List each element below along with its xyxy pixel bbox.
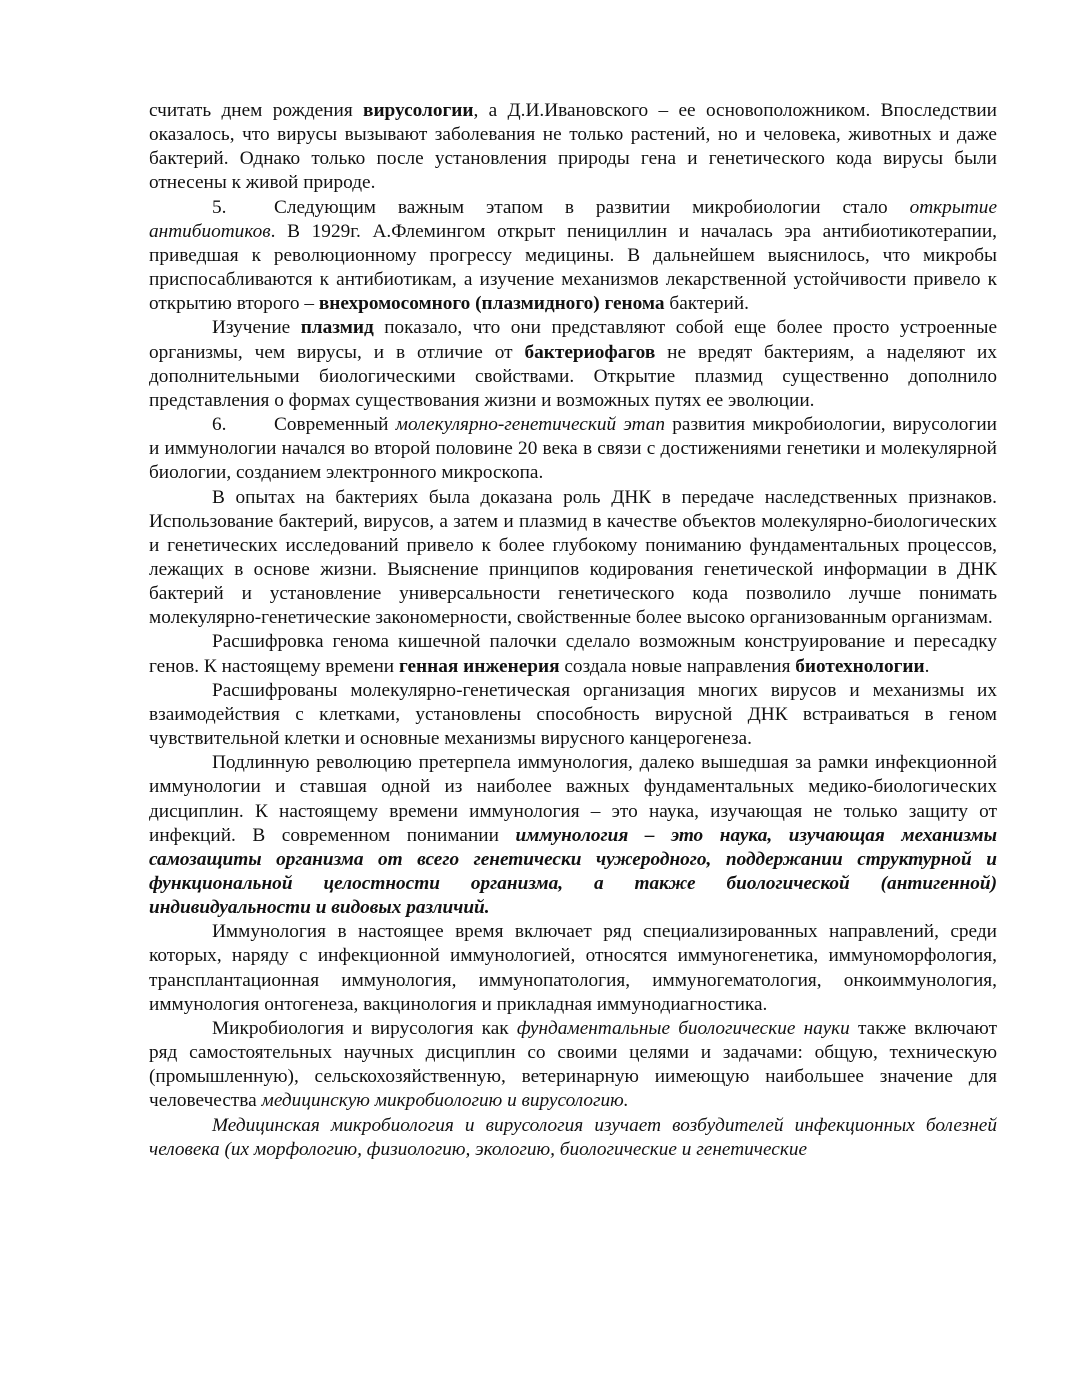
list-number: 6. (212, 414, 227, 436)
paragraph-4 (149, 413, 997, 485)
bold-term: вирусологии (363, 100, 474, 121)
text-run: показало, что они представляют собой еще более просто устроенные организмы, чем вирусы, и в отличие от (149, 317, 997, 363)
paragraph-1 (149, 99, 997, 196)
text-run: Изучение (212, 317, 301, 339)
text-run: считать днем рождения (149, 100, 364, 121)
text-run: Микробиология и вирусология как (212, 1017, 517, 1039)
document-page (149, 99, 997, 1162)
bold-italic-definition: иммунология – это наука, изучающая механизмы самозащиты организма от всего генетически чужеродного, поддержании структурной и функциональной целостности организма, а также биологической (антигенной) индивидуальности и видовых различий. (149, 824, 997, 919)
paragraph-11: Медицинская микробиология и вирусология изучает возбудителей инфекционных болезней человека (их морфологию, физиологию, экологию, биологические и генетические (149, 1114, 997, 1160)
bold-term: плазмид (300, 317, 374, 339)
paragraph-8 (149, 751, 997, 920)
paragraph-6 (149, 630, 997, 678)
italic-term: фундаментальные биологические науки (516, 1017, 850, 1039)
text-run: Подлинную революцию претерпела иммунология, далеко вышедшая за рамки инфекционной иммунологии и ставшая одной из наиболее важных фундаментальных медико-биологических дисциплин. К настоящему времени иммунология – это наука, изучающая не только защиту от инфекций. В современном понимании (149, 752, 997, 846)
text-run: . (924, 655, 930, 677)
bold-term: биотехнологии (795, 655, 925, 677)
text-run: Современный (274, 414, 396, 436)
paragraph-2 (149, 196, 997, 317)
italic-term: открытие антибиотиков (149, 196, 997, 242)
text-run: , а Д.И.Ивановского – ее основоположником. Впоследствии оказалось, что вирусы вызывают заболевания не только растений, но и человека, животных и даже бактерий. Однако только после установления природы гена и генетического кода вирусы были отнесены к живой природе. (149, 100, 997, 194)
text-run: Следующим важным этапом в развитии микробиологии стало (274, 196, 910, 218)
italic-term: медицинскую микробиологию и вирусологию. (261, 1090, 629, 1112)
bold-term: бактериофагов (524, 341, 656, 363)
text-run: Расшифровка генома кишечной палочки сделало возможным конструирование и пересадку генов. К настоящему времени (149, 631, 997, 677)
paragraph-7: Расшифрованы молекулярно-генетическая организация многих вирусов и механизмы их взаимодействия с клетками, установлены способность вирусной ДНК встраиваться в геном чувствительной клетки и основные механизмы вирусного канцерогенеза. (149, 679, 997, 750)
text-run: создала новые направления (559, 655, 796, 677)
bold-term: генная инженерия (398, 655, 560, 677)
paragraph-3 (149, 316, 997, 413)
paragraph-5: В опытах на бактериях была доказана роль ДНК в передаче наследственных признаков. Использование бактерий, вирусов, а затем и плазмид в качестве объектов молекулярно-биологических и генетических исследований привело к более глубокому пониманию фундаментальных процессов, лежащих в основе жизни. Выяснение принципов кодирования генетической информации в ДНК бактерий и установление универсальности генетического кода позволило лучше понимать молекулярно-генетические закономерности, свойственные более высоко организованным организмам. (149, 486, 997, 629)
paragraph-9: Иммунология в настоящее время включает ряд специализированных направлений, среди которых, наряду с инфекционной иммунологией, относятся иммуногенетика, иммуноморфология, трансплантационная иммунология, иммунопатология, иммуногематология, онкоиммунология, иммунология онтогенеза, вакцинология и прикладная иммунодиагностика. (149, 921, 997, 1015)
list-number: 5. (212, 196, 227, 218)
text-run: . В 1929г. А.Флемингом открыт пенициллин и началась эра антибиотикотерапии, приведшая к революционному прогрессу медицины. В дальнейшем выяснилось, что микробы приспосабливаются к антибиотикам, а изучение механизмов лекарственной устойчивости привело к открытию второго – (149, 220, 997, 315)
text-run: также включают ряд самостоятельных научных дисциплин со своими целями и задачами: общую, техническую (промышленную), сельскохозяйственную, ветеринарную иимеющую наибольшее значение для человечества (149, 1017, 997, 1112)
italic-term: молекулярно-генетический этап (395, 414, 666, 436)
text-run: бактерий. (664, 293, 749, 315)
paragraph-10 (149, 1017, 997, 1114)
bold-term: внехромосомного (плазмидного) генома (318, 293, 665, 315)
text-run: не вредят бактериям, а наделяют их дополнительными биологическими свойствами. Открытие плазмид существенно дополнило представления о формах существования жизни и возможных путях ее эволюции. (149, 341, 997, 411)
text-run: развития микробиологии, вирусологии и иммунологии начался во второй половине 20 века в связи с достижениями генетики и молекулярной биологии, созданием электронного микроскопа. (149, 414, 997, 484)
